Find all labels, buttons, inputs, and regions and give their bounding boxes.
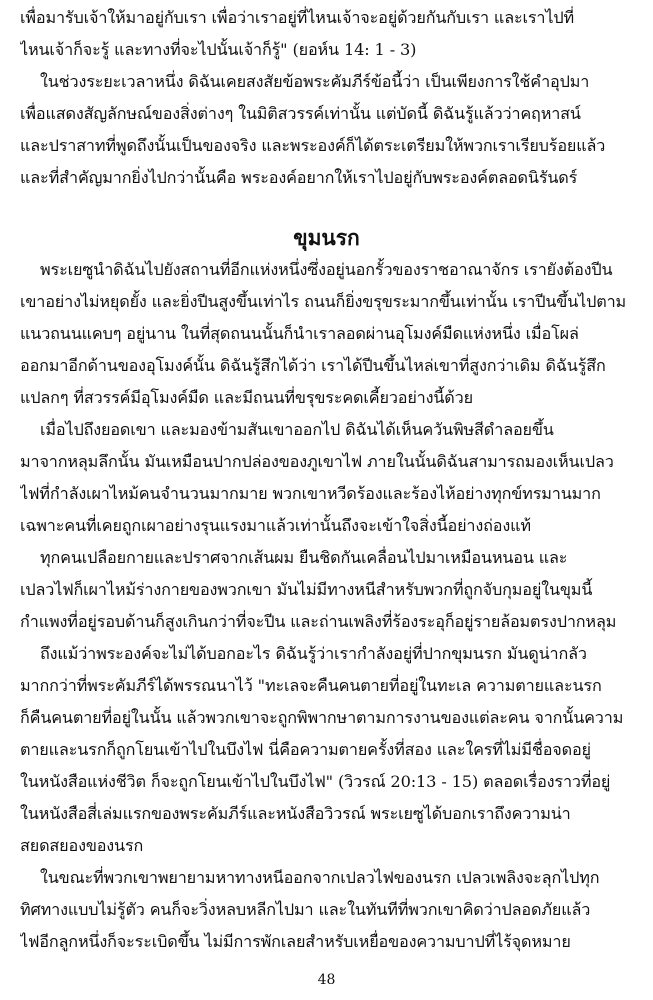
text-line: สยดสยองของนรก bbox=[20, 836, 144, 855]
text-line: เฉพาะคนที่เคยถูกเผาอย่างรุนแรงมาแล้วเท่านั้นถึงจะเข้าใจสิ่งนี้อย่างถ่องแท้ bbox=[20, 516, 531, 535]
section-heading: ขุมนรก bbox=[293, 225, 360, 250]
text-line: ไฟที่กำลังเผาไหม้คนจำนวนมากมาย พวกเขาหวีดร้องและร้องไห้อย่างทุกข์ทรมานมาก bbox=[20, 484, 601, 503]
text-line: พระเยซูนำดิฉันไปยังสถานที่อีกแห่งหนึ่งซึ่งอยู่นอกรั้วของราชอาณาจักร เรายังต้องปีน bbox=[40, 260, 613, 279]
text-line: และที่สำคัญมากยิ่งไปกว่านั้นคือ พระองค์อยากให้เราไปอยู่กับพระองค์ตลอดนิรันดร์ bbox=[20, 168, 578, 187]
text-line: ไหนเจ้าก็จะรู้ และทางที่จะไปนั้นเจ้าก็รู้" (ยอห์น 14: 1 - 3) bbox=[20, 40, 417, 59]
text-line: ในหนังสือแห่งชีวิต ก็จะถูกโยนเข้าไปในบึงไฟ" (วิวรณ์ 20:13 - 15) ตลอดเรื่องราวที่อยู่ bbox=[20, 772, 611, 791]
text-line: ไฟอีกลูกหนึ่งก็จะระเบิดขึ้น ไม่มีการพักเลยสำหรับเหยื่อของความบาปที่ไร้จุดหมาย bbox=[20, 932, 571, 951]
text-line: ในขณะที่พวกเขาพยายามหาทางหนีออกจากเปลวไฟของนรก เปลวเพลิงจะลุกไปทุก bbox=[40, 868, 600, 887]
text-line: เพื่อมารับเจ้าให้มาอยู่กับเรา เพื่อว่าเราอยู่ที่ไหนเจ้าจะอยู่ด้วยกันกับเรา และเราไปที่ bbox=[20, 8, 575, 27]
text-line: แปลกๆ ที่สวรรค์มีอุโมงค์มืด และมีถนนที่ขรุขระคดเคี้ยวอย่างนี้ด้วย bbox=[20, 388, 473, 407]
text-line: ถึงแม้ว่าพระองค์จะไม่ได้บอกอะไร ดิฉันรู้ว่าเรากำลังอยู่ที่ปากขุมนรก มันดูน่ากลัว bbox=[40, 644, 587, 663]
text-line: ในช่วงระยะเวลาหนึ่ง ดิฉันเคยสงสัยข้อพระคัมภีร์ข้อนี้ว่า เป็นเพียงการใช้คำอุปมา bbox=[40, 72, 590, 91]
text-line: ทุกคนเปลือยกายและปราศจากเส้นผม ยืนชิดกันเคลื่อนไปมาเหมือนหนอน และ bbox=[40, 548, 568, 567]
text-line: ก็คืนคนตายที่อยู่ในนั้น แล้วพวกเขาจะถูกพิพากษาตามการงานของแต่ละคน จากนั้นความ bbox=[20, 708, 624, 727]
text-line: มาจากหลุมลึกนั้น มันเหมือนปากปล่องของภูเขาไฟ ภายในนั้นดิฉันสามารถมองเห็นเปลว bbox=[20, 452, 614, 471]
text-line: เพื่อแสดงสัญลักษณ์ของสิ่งต่างๆ ในมิติสวรรค์เท่านั้น แต่บัดนี้ ดิฉันรู้แล้วว่าคฤหาสน์ bbox=[20, 104, 581, 123]
text-line: เมื่อไปถึงยอดเขา และมองข้ามสันเขาออกไป ดิฉันได้เห็นควันพิษสีดำลอยขึ้น bbox=[40, 420, 554, 439]
page-number: 48 bbox=[317, 972, 336, 988]
paragraph-block-main bbox=[20, 254, 636, 958]
text-line: และปราสาทที่พูดถึงนั้นเป็นของจริง และพระองค์ก็ได้ตระเตรียมให้พวกเราเรียบร้อยแล้ว bbox=[20, 136, 606, 155]
text-line: ออกมาอีกด้านของอุโมงค์นั้น ดิฉันรู้สึกได้ว่า เราได้ปีนขึ้นไหล่เขาที่สูงกว่าเดิม ดิฉันรู้สึก bbox=[20, 356, 606, 375]
text-line: เขาอย่างไม่หยุดยั้ง และยิ่งปีนสูงขึ้นเท่าไร ถนนก็ยิ่งขรุขระมากขึ้นเท่านั้น เราปีนขึ้นไปตาม bbox=[20, 292, 627, 311]
text-line: มากกว่าที่พระคัมภีร์ได้พรรณนาไว้ "ทะเลจะคืนคนตายที่อยู่ในทะเล ความตายและนรก bbox=[20, 676, 602, 695]
text-line: แนวถนนแคบๆ อยู่นาน ในที่สุดถนนนั้นก็นำเราลอดผ่านอุโมงค์มืดแห่งหนึ่ง เมื่อโผล่ bbox=[20, 324, 579, 343]
paragraph-block-top bbox=[20, 2, 636, 194]
text-line: ตายและนรกก็ถูกโยนเข้าไปในบึงไฟ นี่คือความตายครั้งที่สอง และใครที่ไม่มีชื่อจดอยู่ bbox=[20, 740, 591, 759]
text-line: เปลวไฟก็เผาไหม้ร่างกายของพวกเขา มันไม่มีทางหนีสำหรับพวกที่ถูกจับกุมอยู่ในขุมนี้ bbox=[20, 580, 593, 599]
text-line: กำแพงที่อยู่รอบด้านก็สูงเกินกว่าที่จะปีน และถ่านเพลิงที่ร้องระอุก็อยู่รายล้อมตรงปากหลุม bbox=[20, 612, 617, 631]
text-line: ทิศทางแบบไม่รู้ตัว คนก็จะวิ่งหลบหลีกไปมา และในทันทีที่พวกเขาคิดว่าปลอดภัยแล้ว bbox=[20, 900, 591, 919]
text-line: ในหนังสือสี่เล่มแรกของพระคัมภีร์และหนังสือวิวรณ์ พระเยซูได้บอกเราถึงความน่า bbox=[20, 804, 571, 823]
